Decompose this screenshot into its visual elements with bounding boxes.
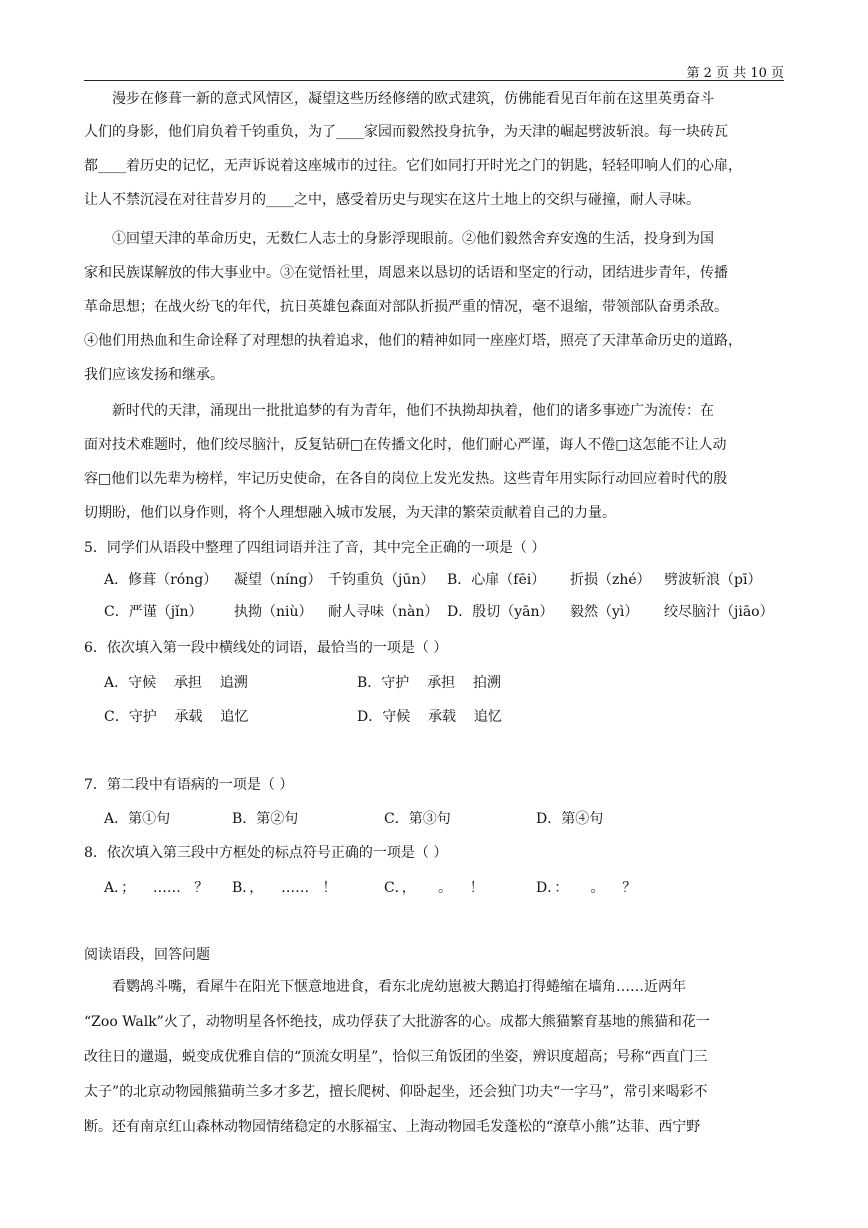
page-header — [84, 62, 784, 81]
q5-option-c-word2: 执拗（niù） — [234, 604, 313, 620]
q5-option-a-word3: 千钧重负（jūn） — [328, 572, 435, 588]
q8-option-b: B．， …… ！ — [232, 880, 337, 896]
q8-option-c: C．， 。 ！ — [384, 880, 484, 896]
question-5-stem: 5．同学们从语段中整理了四组词语并注了音，其中完全正确的一项是（ ） — [84, 540, 546, 556]
section2-para-line3: 改往日的邋遢，蜕变成优雅自信的“顶流女明星”，恰似三角饭团的坐姿，辨识度超高；号称“西直门三 — [84, 1049, 708, 1065]
q5-option-d-word3: 绞尽脑汁（jiāo） — [664, 604, 774, 620]
passage1-para1-line2: 人们的身影，他们肩负着千钧重负，为了____家园而毅然投身抗争，为天津的崛起劈波斩浪。每一块砖瓦 — [84, 124, 728, 140]
q5-option-d-word1: D．殷切（yān） — [447, 604, 554, 620]
page-number: 第 2 页 共 10 页 — [686, 66, 784, 81]
passage1-para3-line2: 面对技术难题时，他们绞尽脑汁，反复钻研□在传播文化时，他们耐心严谨，诲人不倦□这怎能不让人动 — [84, 437, 727, 453]
q5-option-c-word3: 耐人寻味（nàn） — [328, 604, 439, 620]
passage1-para3-line3: 容□他们以先辈为榜样，牢记历史使命，在各自的岗位上发光发热。这些青年用实际行动回应着时代的殷 — [84, 471, 728, 487]
q7-option-b: B．第②句 — [232, 811, 299, 827]
q6-option-d: D．守候 承载 追忆 — [357, 709, 502, 725]
q5-option-c-word1: C．严谨（jǐn） — [104, 604, 203, 620]
passage1-para1-line3: 都____着历史的记忆，无声诉说着这座城市的过往。它们如同打开时光之门的钥匙，轻轻叩响人们的心扉， — [84, 158, 742, 174]
question-8-stem: 8．依次填入第三段中方框处的标点符号正确的一项是（ ） — [84, 845, 448, 861]
q5-option-a-word1: A．修葺（róng） — [104, 572, 218, 588]
passage1-para1-line1: 漫步在修葺一新的意式风情区，凝望这些历经修缮的欧式建筑，仿佛能看见百年前在这里英勇奋斗 — [112, 91, 714, 107]
question-6-stem: 6．依次填入第一段中横线处的词语，最恰当的一项是（ ） — [84, 640, 448, 656]
section2-para-line4: 太子”的北京动物园熊猫萌兰多才多艺，擅长爬树、仰卧起坐，还会独门功夫“一字马”，常引来喝彩不 — [84, 1084, 708, 1100]
question-7-stem: 7．第二段中有语病的一项是（ ） — [84, 777, 294, 793]
q5-option-b-word1: B．心扉（fēi） — [447, 572, 546, 588]
q5-option-b-word3: 劈波斩浪（pī） — [664, 572, 762, 588]
passage1-para2-line3: 革命思想；在战火纷飞的年代，抗日英雄包森面对部队折损严重的情况，毫不退缩，带领部队奋勇杀敌。 — [84, 299, 728, 315]
passage1-para2-line1: ①回望天津的革命历史，无数仁人志士的身影浮现眼前。②他们毅然舍弃安逸的生活，投身到为国 — [112, 231, 714, 247]
section-2-title: 阅读语段，回答问题 — [84, 947, 210, 963]
q7-option-c: C．第③句 — [384, 811, 451, 827]
q8-option-a: A．； …… ？ — [104, 880, 209, 896]
q6-option-c: C．守护 承载 追忆 — [104, 709, 249, 725]
section2-para-line2: “Zoo Walk”火了，动物明星各怀绝技，成功俘获了大批游客的心。成都大熊猫繁育基地的熊猫和花一 — [84, 1014, 710, 1030]
q6-option-a: A．守候 承担 追溯 — [104, 675, 248, 691]
q7-option-a: A．第①句 — [104, 811, 171, 827]
q5-option-d-word2: 毅然（yì） — [570, 604, 639, 620]
q6-option-b: B．守护 承担 拍溯 — [357, 675, 501, 691]
q7-option-d: D．第④句 — [536, 811, 604, 827]
q5-option-a-word2: 凝望（níng） — [234, 572, 322, 588]
passage1-para2-line4: ④他们用热血和生命诠释了对理想的执着追求，他们的精神如同一座座灯塔，照亮了天津革命历史的道路， — [84, 333, 742, 349]
section2-para-line1: 看鹦鸪斗嘴，看犀牛在阳光下惬意地进食，看东北虎幼崽被大鹅追打得蜷缩在墙角……近两年 — [112, 979, 686, 995]
passage1-para2-line5: 我们应该发扬和继承。 — [84, 367, 224, 383]
passage1-para1-line4: 让人不禁沉浸在对往昔岁月的____之中，感受着历史与现实在这片土地上的交织与碰撞，耐人寻味。 — [84, 192, 700, 208]
q8-option-d: D．： 。 ？ — [536, 880, 637, 896]
passage1-para3-line1: 新时代的天津，涌现出一批批追梦的有为青年，他们不执拗却执着，他们的诸多事迹广为流传：在 — [112, 403, 714, 419]
q5-option-b-word2: 折损（zhé） — [570, 572, 651, 588]
passage1-para2-line2: 家和民族谋解放的伟大事业中。③在觉悟社里，周恩来以恳切的话语和坚定的行动，团结进步青年，传播 — [84, 265, 728, 281]
passage1-para3-line4: 切期盼，他们以身作则，将个人理想融入城市发展，为天津的繁荣贡献着自己的力量。 — [84, 505, 616, 521]
section2-para-line5: 断。还有南京红山森林动物园情绪稳定的水豚福宝、上海动物园毛发蓬松的“潦草小熊”达菲、西宁野 — [84, 1119, 701, 1135]
